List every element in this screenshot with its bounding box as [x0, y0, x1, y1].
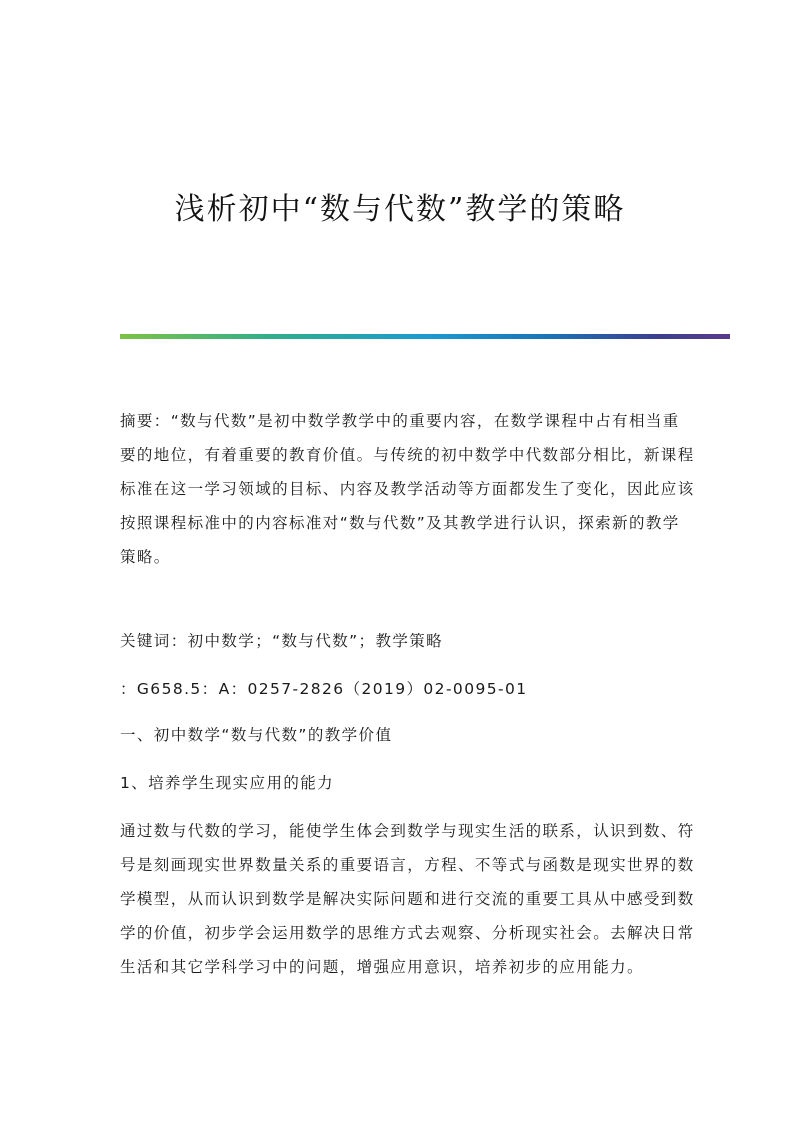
title-divider	[120, 334, 730, 339]
subsection-heading	[120, 766, 680, 800]
classification-line	[120, 672, 680, 706]
paragraph-line: 生活和其它学科学习中的问题，增强应用意识，培养初步的应用能力。	[120, 958, 644, 976]
abstract-line: 标准在这一学习领域的目标、内容及教学活动等方面都发生了变化，因此应该	[120, 480, 695, 498]
abstract-paragraph	[120, 404, 695, 574]
paragraph-line: 通过数与代数的学习，能使学生体会到数学与现实生活的联系，认识到数、符	[120, 822, 695, 840]
keywords-line	[120, 624, 680, 658]
paragraph-line: 学模型，从而认识到数学是解决实际问题和进行交流的重要工具从中感受到数	[120, 890, 695, 908]
section-heading-text: 一、初中数学“数与代数”的教学价值	[120, 726, 393, 744]
subsection-heading-text: 1、培养学生现实应用的能力	[120, 774, 335, 792]
abstract-line: 按照课程标准中的内容标准对“数与代数”及其教学进行认识，探索新的教学	[120, 514, 680, 532]
paragraph-line: 号是刻画现实世界数量关系的重要语言，方程、不等式与函数是现实世界的数	[120, 856, 695, 874]
paragraph-line: 学的价值，初步学会运用数学的思维方式去观察、分析现实社会。去解决日常	[120, 924, 695, 942]
classification-text: ：G658.5：A：0257-2826（2019）02-0095-01	[120, 680, 528, 698]
section-heading	[120, 718, 680, 752]
keywords-text: 关键词：初中数学；“数与代数”；教学策略	[120, 632, 444, 650]
abstract-line: 要的地位，有着重要的教育价值。与传统的初中数学中代数部分相比，新课程	[120, 446, 695, 464]
abstract-line: 摘要：“数与代数”是初中数学教学中的重要内容，在数学课程中占有相当重	[120, 412, 680, 430]
document-title: 浅析初中“数与代数”教学的策略	[174, 192, 626, 227]
body-paragraph	[120, 814, 695, 984]
abstract-line: 策略。	[120, 548, 171, 566]
